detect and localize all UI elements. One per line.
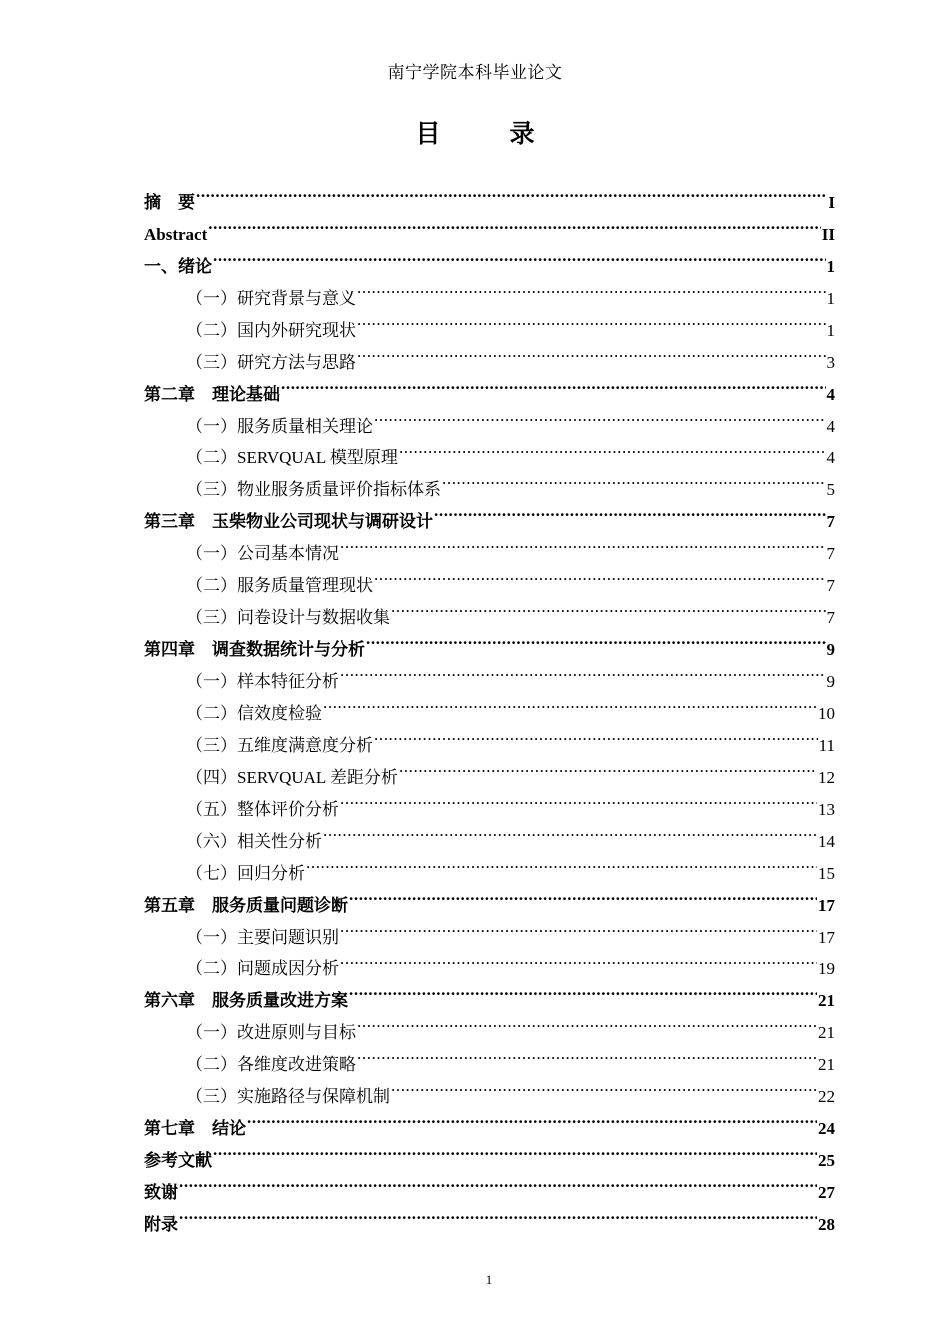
toc-dot-leader [357,304,826,336]
toc-entry-page: 13 [818,799,835,819]
toc-entry-label: 第六章 服务质量改进方案 [144,991,348,1011]
toc-dot-leader [434,495,826,527]
toc-entry-page: 7 [826,576,835,596]
toc-entry-page: 9 [826,672,835,691]
toc-dot-leader [247,1102,817,1134]
toc-entry-page: 21 [818,1023,835,1043]
toc-dot-leader [399,751,817,783]
toc-entry-page: 4 [826,416,835,436]
toc-dot-leader [391,1070,817,1102]
toc-entry-page: 11 [818,735,835,755]
toc-dot-leader [366,623,826,655]
toc-entry-label: （一）改进原则与目标 [186,1023,356,1043]
toc-entry-label: 参考文献 [144,1151,212,1171]
toc-dot-leader [340,527,826,559]
toc-dot-leader [340,911,817,943]
toc-dot-leader [179,1166,817,1198]
toc-entry-label: （三）物业服务质量评价指标体系 [186,480,441,500]
toc-entry-label: （七）回归分析 [186,863,305,883]
toc-dot-leader [349,974,817,1006]
toc-entry-label: （一）样本特征分析 [186,672,339,691]
toc-entry-label: 致谢 [144,1183,178,1202]
toc-title: 目 录 [415,119,557,148]
toc-entry-label: 第四章 调查数据统计与分析 [144,640,365,660]
toc-dot-leader [281,368,826,400]
toc-entry-page: 21 [818,1055,835,1075]
toc-dot-leader [391,591,826,623]
toc-dot-leader [340,783,817,815]
toc-dot-leader [357,1038,817,1070]
toc-dot-leader [357,336,826,368]
toc-entry-page: 10 [818,703,835,723]
toc-dot-leader [196,176,827,208]
toc-entry-label: （二）服务质量管理现状 [186,576,373,596]
toc-dot-leader [323,815,817,847]
toc-entry-label: （一）公司基本情况 [186,544,339,564]
toc-entry-label: （二）信效度检验 [186,703,322,723]
toc-entry-page: 1 [826,320,835,340]
toc-entry-label: （一）研究背景与意义 [186,288,356,308]
toc-entry-page: 17 [818,927,835,947]
toc-entry-page: 7 [826,544,835,564]
toc-entry-label: （二）各维度改进策略 [186,1055,356,1075]
toc-entry-label: 附录 [144,1214,178,1234]
toc-entry-page: 17 [818,895,835,915]
toc-entry-page: 15 [818,863,835,883]
toc-entry-page: 12 [818,767,835,787]
toc-entry-label: （二）国内外研究现状 [186,320,356,340]
toc-dot-leader [357,1006,817,1038]
toc-entry-page: 24 [818,1119,835,1139]
toc-entry-label: （二）SERVQUAL 模型原理 [186,448,398,468]
toc-entry-page: 25 [818,1151,835,1171]
toc-entry-page: 28 [818,1214,835,1234]
toc-entry-page: 22 [818,1087,835,1107]
toc-dot-leader [213,1134,817,1166]
toc-entry-label: （六）相关性分析 [186,831,322,851]
toc-entry-page: 7 [826,608,835,628]
toc-dot-leader [399,432,826,464]
toc-entry-label: 第三章 玉柴物业公司现状与调研设计 [144,512,433,532]
toc-entry-page: 3 [826,352,835,372]
toc-entry[interactable] [144,1134,835,1171]
toc-entry-page: 1 [826,256,835,276]
toc-dot-leader [306,847,817,879]
toc-dot-leader [340,655,826,687]
toc-entry-page: 14 [818,831,835,851]
toc-entry-label: Abstract [144,224,208,244]
toc-entry-label: （四）SERVQUAL 差距分析 [186,767,398,787]
toc-entry[interactable] [144,176,835,212]
toc-entry-label: 第七章 结论 [144,1119,246,1139]
toc-dot-leader [357,272,826,304]
toc-dot-leader [213,240,826,272]
toc-dot-leader [323,687,817,719]
toc-entry-label: （一）服务质量相关理论 [186,416,373,436]
toc-entry-page: I [828,192,835,212]
toc-entry[interactable] [144,1102,835,1139]
table-of-contents [144,176,835,1234]
toc-entry-label: （五）整体评价分析 [186,799,339,819]
toc-entry-label: 摘 要 [144,192,195,212]
toc-entry-page: 1 [826,288,835,308]
toc-dot-leader [208,208,821,240]
toc-entry-page: 7 [826,512,835,532]
toc-entry-page: 4 [826,448,835,468]
toc-entry[interactable] [144,1166,835,1202]
toc-dot-leader [179,1198,817,1230]
toc-entry-label: （三）研究方法与思路 [186,352,356,372]
toc-dot-leader [442,463,826,495]
toc-dot-leader [349,879,817,911]
toc-entry-page: 27 [818,1183,835,1202]
toc-dot-leader [340,943,817,975]
toc-entry-page: 19 [818,959,835,979]
toc-entry-label: 一、绪论 [144,256,212,276]
toc-entry-page: II [821,224,835,244]
toc-entry-label: （三）五维度满意度分析 [186,735,373,755]
toc-entry-label: 第五章 服务质量问题诊断 [144,895,348,915]
toc-entry[interactable] [144,272,835,308]
toc-entry[interactable] [144,208,835,244]
toc-entry-page: 4 [826,384,835,404]
toc-entry-label: （三）问卷设计与数据收集 [186,608,390,628]
running-header: 南宁学院本科毕业论文 [387,63,563,82]
toc-dot-leader [374,400,826,432]
page-number: 1 [485,1272,493,1287]
toc-entry-label: （三）实施路径与保障机制 [186,1087,390,1107]
toc-entry-page: 21 [818,991,835,1011]
toc-dot-leader [374,719,818,751]
toc-entry[interactable] [144,1198,835,1234]
toc-entry-page: 5 [826,480,835,500]
toc-entry-label: 第二章 理论基础 [144,384,280,404]
toc-entry-page: 9 [826,640,835,660]
toc-entry-label: （一）主要问题识别 [186,927,339,947]
toc-dot-leader [374,559,826,591]
toc-entry[interactable] [144,240,835,276]
toc-entry-label: （二）问题成因分析 [186,959,339,979]
